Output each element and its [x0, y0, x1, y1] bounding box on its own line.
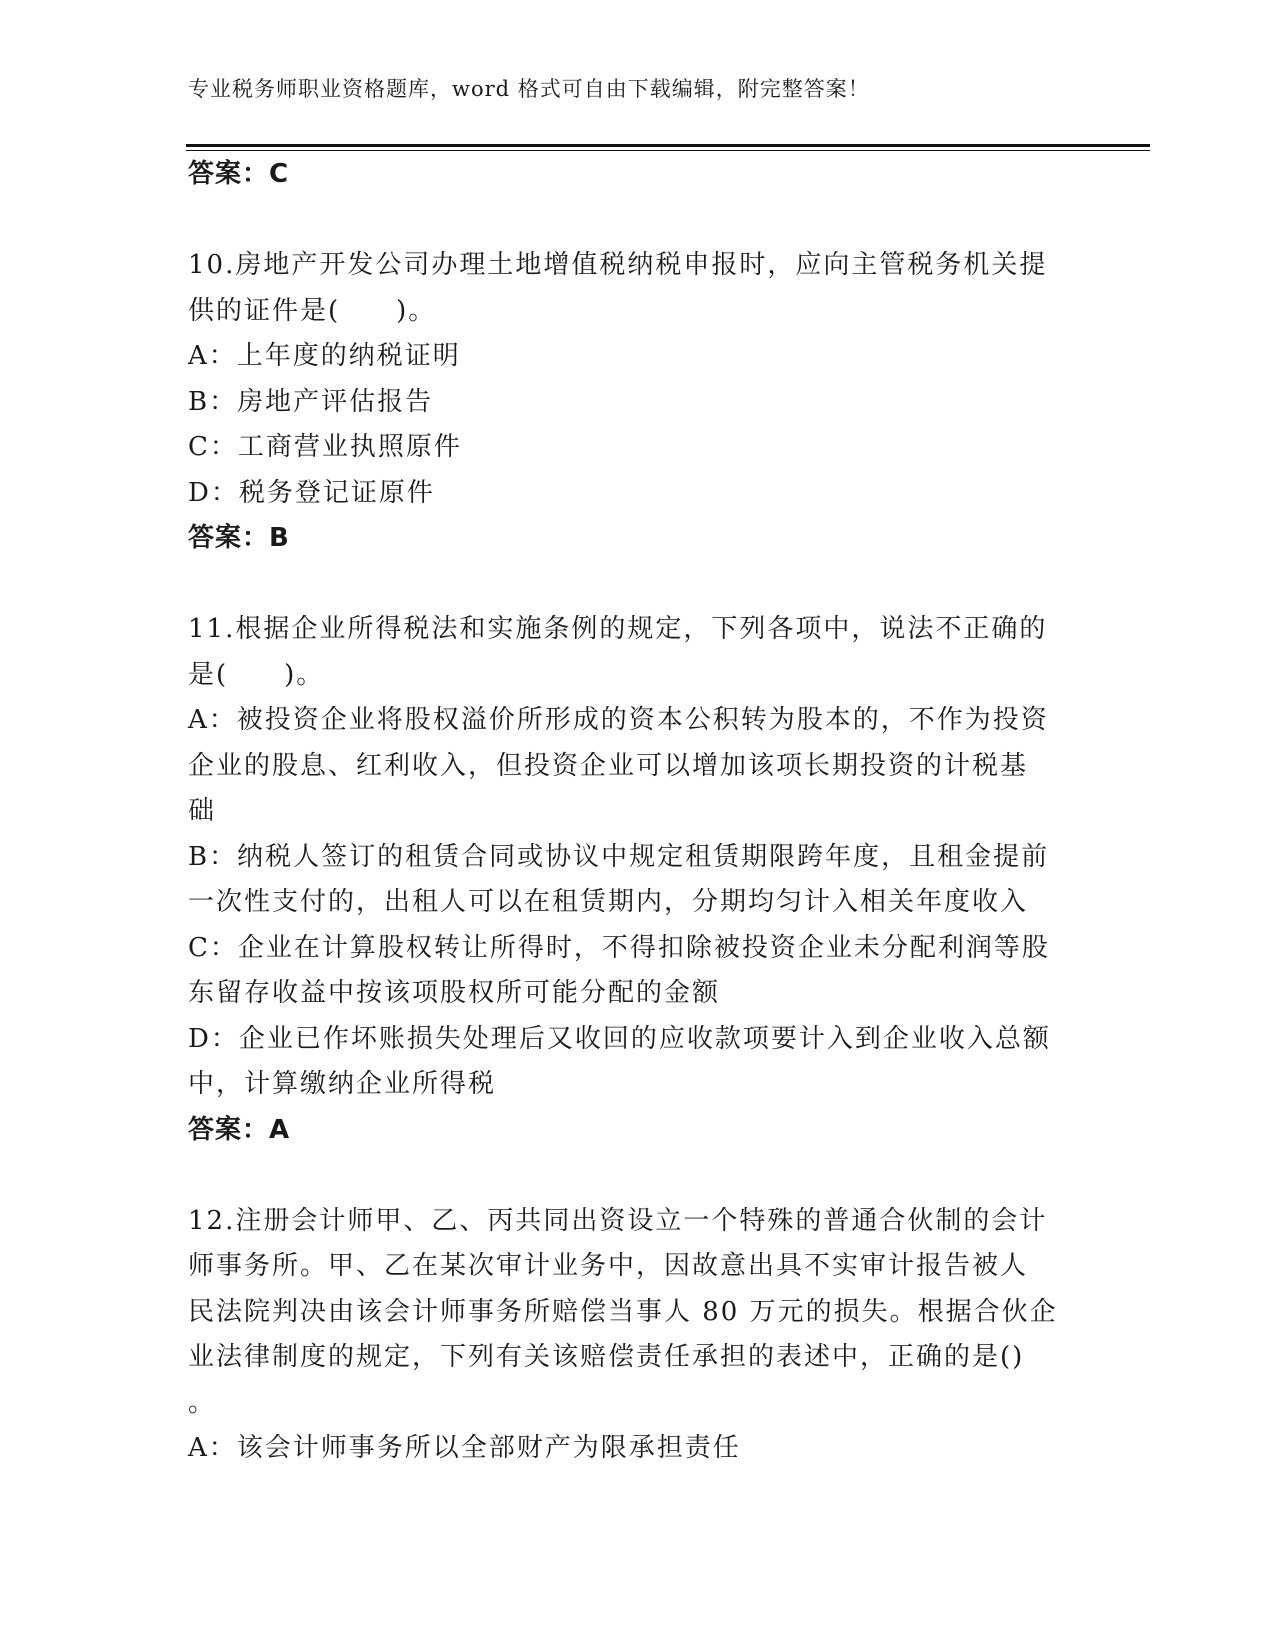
option-d: D：税务登记证原件	[188, 477, 435, 508]
page-header: 专业税务师职业资格题库，word 格式可自由下载编辑，附完整答案！	[188, 77, 870, 101]
spacer	[188, 198, 1078, 244]
option-a: A：该会计师事务所以全部财产为限承担责任	[188, 1433, 741, 1463]
option-b-cont: 一次性支付的，出租人可以在租赁期内，分期均匀计入相关年度收入	[188, 887, 1029, 917]
answer-label: 答案：A	[188, 1114, 291, 1145]
question-stem-line: 。	[188, 1387, 217, 1418]
spacer	[188, 1153, 1078, 1199]
question-stem-line: 供的证件是( )。	[188, 295, 437, 326]
question-block	[188, 607, 1078, 1153]
option-b: B：房地产评估报告	[188, 386, 434, 417]
question-stem-line: 业法律制度的规定，下列有关该赔偿责任承担的表述中，正确的是()	[188, 1342, 1025, 1372]
question-stem-line: 10.房地产开发公司办理土地增值税纳税申报时，应向主管税务机关提	[188, 250, 1048, 280]
question-stem-line: 12.注册会计师甲、乙、丙共同出资设立一个特殊的普通合伙制的会计	[188, 1205, 1048, 1236]
option-d: D：企业已作坏账损失处理后又收回的应收款项要计入到企业收入总额	[188, 1023, 1051, 1054]
header-rule	[186, 144, 1150, 147]
header-rule-thin	[186, 150, 1150, 151]
spacer	[188, 562, 1078, 608]
option-c-cont: 东留存收益中按该项股权所可能分配的金额	[188, 978, 721, 1008]
question-stem-line: 民法院判决由该会计师事务所赔偿当事人 80 万元的损失。根据合伙企	[188, 1296, 1058, 1327]
option-a-cont: 企业的股息、红利收入，但投资企业可以增加该项长期投资的计税基	[188, 750, 1029, 781]
option-c: C：工商营业执照原件	[188, 432, 462, 462]
option-a-cont: 础	[188, 796, 217, 826]
option-d-cont: 中，计算缴纳企业所得税	[188, 1069, 497, 1099]
document-body	[188, 152, 1078, 1472]
option-a: A：被投资企业将股权溢价所形成的资本公积转为股本的，不作为投资	[188, 705, 1049, 735]
option-a: A：上年度的纳税证明	[188, 341, 461, 371]
question-stem-line: 是( )。	[188, 659, 325, 690]
question-stem-line: 师事务所。甲、乙在某次审计业务中，因故意出具不实审计报告被人	[188, 1251, 1029, 1281]
answer-label: 答案：C	[188, 159, 290, 189]
answer-label: 答案：B	[188, 523, 290, 553]
option-c: C：企业在计算股权转让所得时，不得扣除被投资企业未分配利润等股	[188, 932, 1050, 963]
option-b: B：纳税人签订的租赁合同或协议中规定租赁期限跨年度，且租金提前	[188, 841, 1050, 872]
question-block	[188, 243, 1078, 562]
question-block	[188, 1199, 1078, 1472]
question-stem-line: 11.根据企业所得税法和实施条例的规定，下列各项中，说法不正确的	[188, 614, 1048, 644]
